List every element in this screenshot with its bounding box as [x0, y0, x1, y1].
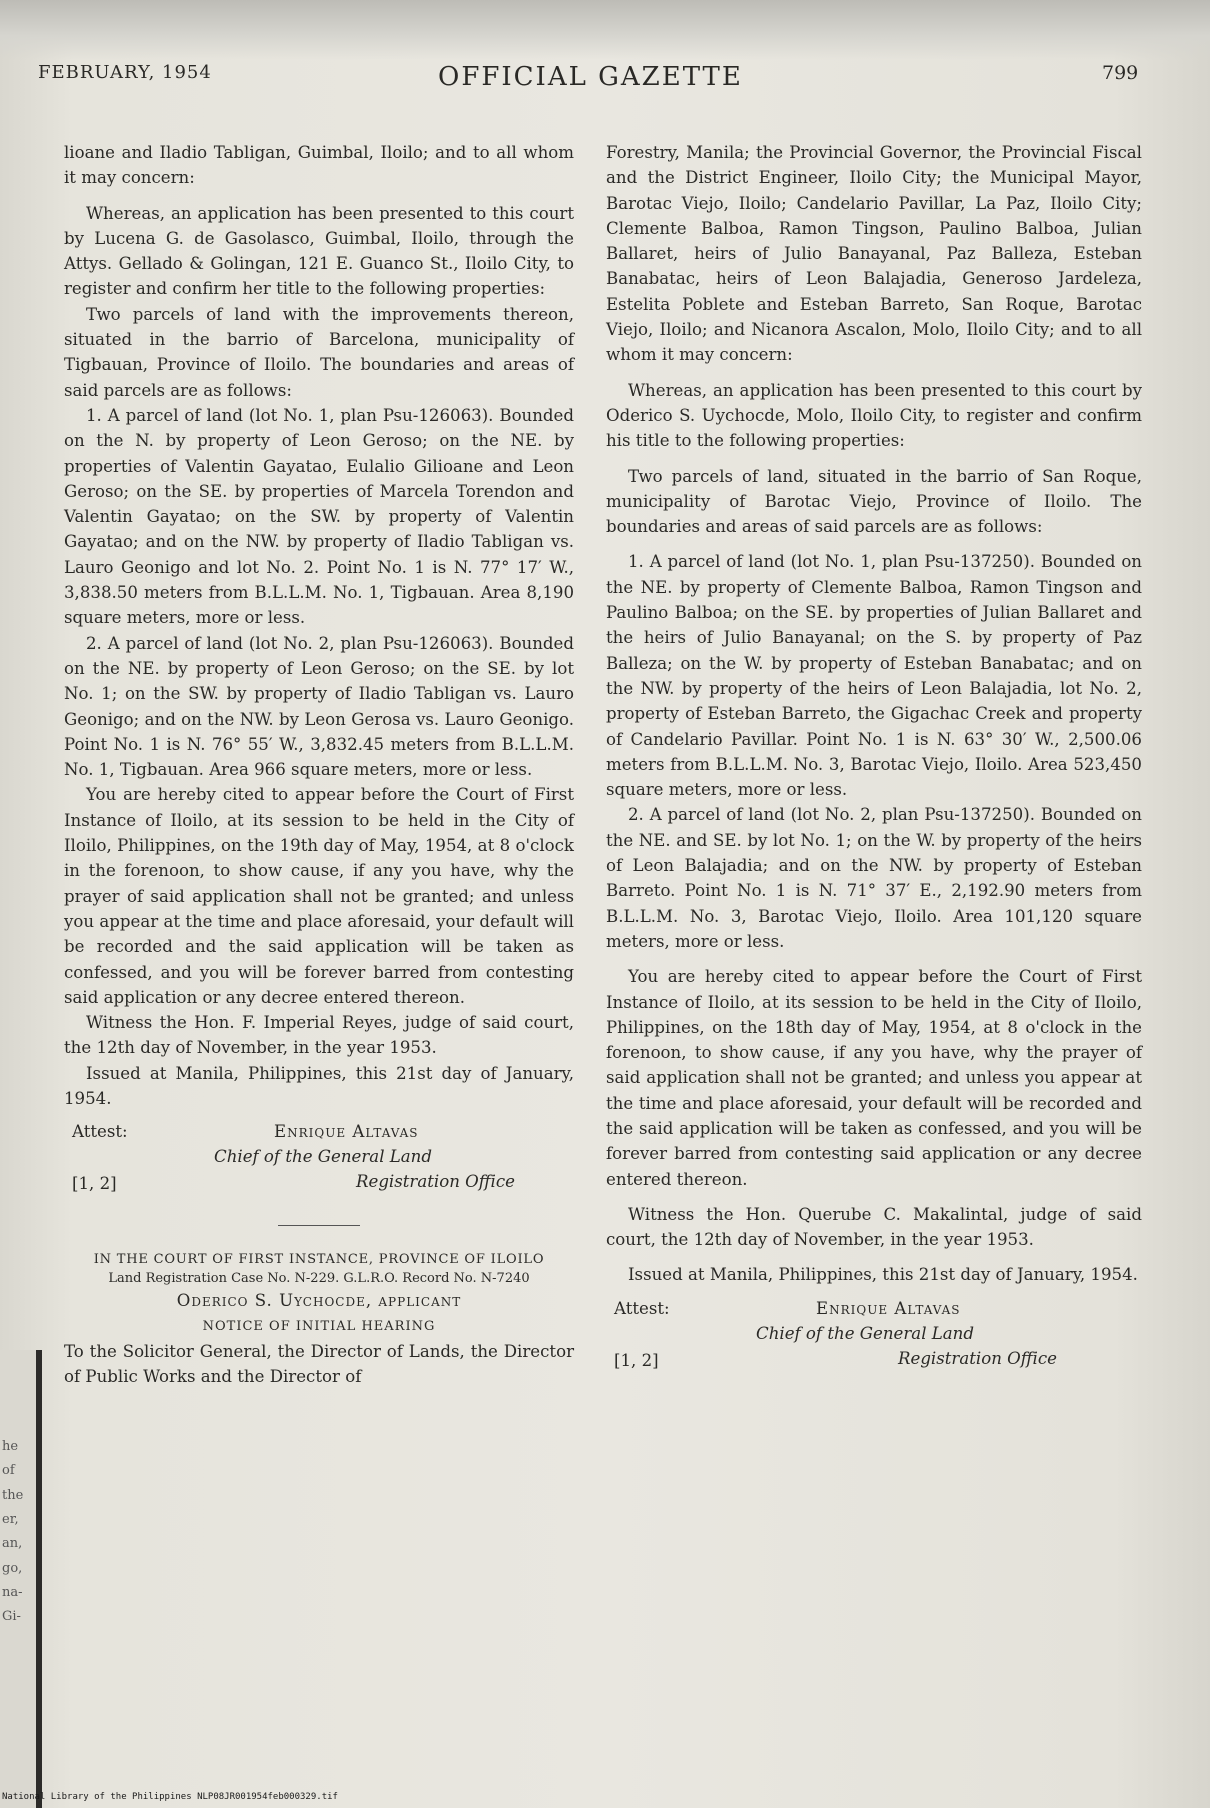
issue-number: [1, 2]: [614, 1350, 659, 1370]
scan-footer: National Library of the Philippines NLP08JR001954feb000329.tif: [2, 1792, 338, 1802]
signatory-name: Enrique Altavas: [274, 1122, 419, 1142]
paragraph: Whereas, an application has been presented to this court by Lucena G. de Gasolasco, Guimbal, Iloilo, through the Attys. Gellado & Golingan, 121 E. Guanco St., Iloilo City, to register and confirm her title to the following properties:: [64, 203, 574, 299]
margin-fragment: Gi-: [2, 1609, 21, 1624]
paragraph: 2. A parcel of land (lot No. 2, plan Psu-137250). Bounded on the NE. and SE. by lot No. 1; on the W. by property of the heirs of Leon Balajadia; and on the NW. by property of Esteban Barreto. Point No. 1 is N. 71° 37′ E., 2,192.90 meters from B.L.L.M. No. 3, Barotac Viejo, Iloilo. Area 101,120 square meters, more or less.: [606, 805, 1142, 951]
case-number: Land Registration Case No. N-229. G.L.R.O. Record No. N-7240: [108, 1271, 530, 1287]
paragraph: 2. A parcel of land (lot No. 2, plan Psu-126063). Bounded on the NE. by property of Leon Geroso; on the SE. by lot No. 1; on the SW. by property of Iladio Tabligan vs. Lauro Geonigo; and on the NW. by Leon Gerosa vs. Lauro Geonigo. Point No. 1 is N. 76° 55′ W., 3,832.45 meters from B.L.L.M. No. 1, Tigbauan. Area 966 square meters, more or less.: [64, 633, 574, 780]
signatory-office: Registration Office: [898, 1348, 1057, 1368]
binding-spine: [36, 1350, 42, 1808]
margin-fragment: er,: [2, 1512, 19, 1527]
right-column: [606, 140, 1142, 1376]
signatory-office: Registration Office: [356, 1172, 515, 1192]
margin-fragment: of: [2, 1463, 15, 1478]
signature-block: [606, 1296, 1142, 1376]
paragraph: 1. A parcel of land (lot No. 1, plan Psu-126063). Bounded on the N. by property of Leon Geroso; on the NE. by properties of Valentin Gayatao, Eulalio Gilioane and Leon Geroso; on the SE. by properties of Marcela Torendon and Valentin Gayatao; on the SW. by property of Valentin Gayatao; and on the NW. by property of Iladio Tabligan vs. Lauro Geonigo and lot No. 2. Point No. 1 is N. 77° 17′ W., 3,838.50 meters from B.L.L.M. No. 1, Tigbauan. Area 8,190 square meters, more or less.: [64, 405, 574, 628]
issue-number: [1, 2]: [72, 1174, 117, 1194]
scan-shadow: [0, 0, 1210, 60]
signatory-name: Enrique Altavas: [816, 1298, 961, 1318]
page-number: 799: [1102, 62, 1139, 84]
header-title: OFFICIAL GAZETTE: [438, 62, 743, 92]
signature-block: [64, 1119, 574, 1199]
attest-label: Attest:: [614, 1298, 670, 1318]
margin-fragment: an,: [2, 1536, 23, 1551]
addressees: To the Solicitor General, the Director of Lands, the Director of Public Works and the Director of: [64, 1341, 574, 1387]
adjacent-page-edge: [0, 1350, 36, 1808]
paragraph: Two parcels of land with the improvements thereon, situated in the barrio of Barcelona, municipality of Tigbauan, Province of Iloilo. The boundaries and areas of said parcels are as follows:: [64, 304, 574, 400]
court-heading: IN THE COURT OF FIRST INSTANCE, PROVINCE OF ILOILO: [93, 1252, 545, 1268]
paragraph: lioane and Iladio Tabligan, Guimbal, Iloilo; and to all whom it may concern:: [64, 143, 574, 188]
paragraph: Two parcels of land, situated in the barrio of San Roque, municipality of Barotac Viejo, Province of Iloilo. The boundaries and areas of said parcels are as follows:: [606, 466, 1142, 537]
margin-fragment: na-: [2, 1585, 23, 1600]
notice-title: NOTICE OF INITIAL HEARING: [202, 1318, 436, 1334]
margin-fragment: go,: [2, 1561, 23, 1576]
signatory-title: Chief of the General Land: [214, 1147, 432, 1167]
signatory-title: Chief of the General Land: [756, 1323, 974, 1343]
attest-label: Attest:: [72, 1122, 128, 1142]
paragraph: Forestry, Manila; the Provincial Governor, the Provincial Fiscal and the District Engineer, Iloilo City; the Municipal Mayor, Barotac Viejo, Iloilo; Candelario Pavillar, La Paz, Iloilo City; Clemente Balboa, Ramon Tingson, Paulino Balboa, Julian Ballaret, heirs of Julio Banayanal, Paz Balleza, Esteban Banabatac, heirs of Leon Balajadia, Generoso Jardeleza, Estelita Poblete and Esteban Barreto, San Roque, Barotac Viejo, Iloilo; and Nicanora Ascalon, Molo, Iloilo City; and to all whom it may concern:: [606, 143, 1142, 365]
paragraph: 1. A parcel of land (lot No. 1, plan Psu-137250). Bounded on the NE. by property of Clemente Balboa, Ramon Tingson and Paulino Balboa; on the SE. by properties of Julian Ballaret and the heirs of Julio Banayanal; on the S. by property of Paz Balleza; on the W. by property of Esteban Banabatac; and on the NW. by property of the heirs of Leon Balajadia, lot No. 2, property of Esteban Barreto, the Gigachac Creek and property of Candelario Pavillar. Point No. 1 is N. 63° 30′ W., 2,500.06 meters from B.L.L.M. No. 3, Barotac Viejo, Iloilo. Area 523,450 square meters, more or less.: [606, 552, 1142, 800]
paragraph: Issued at Manila, Philippines, this 21st day of January, 1954.: [628, 1265, 1138, 1285]
paragraph: Issued at Manila, Philippines, this 21st day of January, 1954.: [64, 1063, 574, 1108]
paragraph: You are hereby cited to appear before the Court of First Instance of Iloilo, at its session to be held in the City of Iloilo, Philippines, on the 19th day of May, 1954, at 8 o'clock in the forenoon, to show cause, if any you have, why the prayer of said application shall not be granted; and unless you appear at the time and place aforesaid, your default will be recorded and the said application will be taken as confessed, and you will be forever barred from contesting said application or any decree entered thereon.: [64, 785, 574, 1007]
left-column: [64, 140, 574, 1389]
paragraph: Whereas, an application has been presented to this court by Oderico S. Uychocde, Molo, Iloilo City, to register and confirm his title to the following properties:: [606, 380, 1142, 451]
margin-fragment: the: [2, 1488, 24, 1503]
paragraph: Witness the Hon. Querube C. Makalintal, judge of said court, the 12th day of November, in the year 1953.: [606, 1204, 1142, 1250]
margin-fragment: he: [2, 1439, 19, 1454]
applicant-name: Oderico S. Uychocde, applicant: [176, 1291, 462, 1311]
divider: [278, 1225, 360, 1226]
paragraph: Witness the Hon. F. Imperial Reyes, judge of said court, the 12th day of November, in the year 1953.: [64, 1013, 574, 1058]
paragraph: You are hereby cited to appear before the Court of First Instance of Iloilo, at its session to be held in the City of Iloilo, Philippines, on the 18th day of May, 1954, at 8 o'clock in the forenoon, to show cause, if any you have, why the prayer of said application shall not be granted; and unless you appear at the time and place aforesaid, your default will be recorded and the said application will be taken as confessed, and you will be forever barred from contesting said application or any decree entered thereon.: [606, 967, 1142, 1189]
header-date: FEBRUARY, 1954: [38, 62, 212, 83]
